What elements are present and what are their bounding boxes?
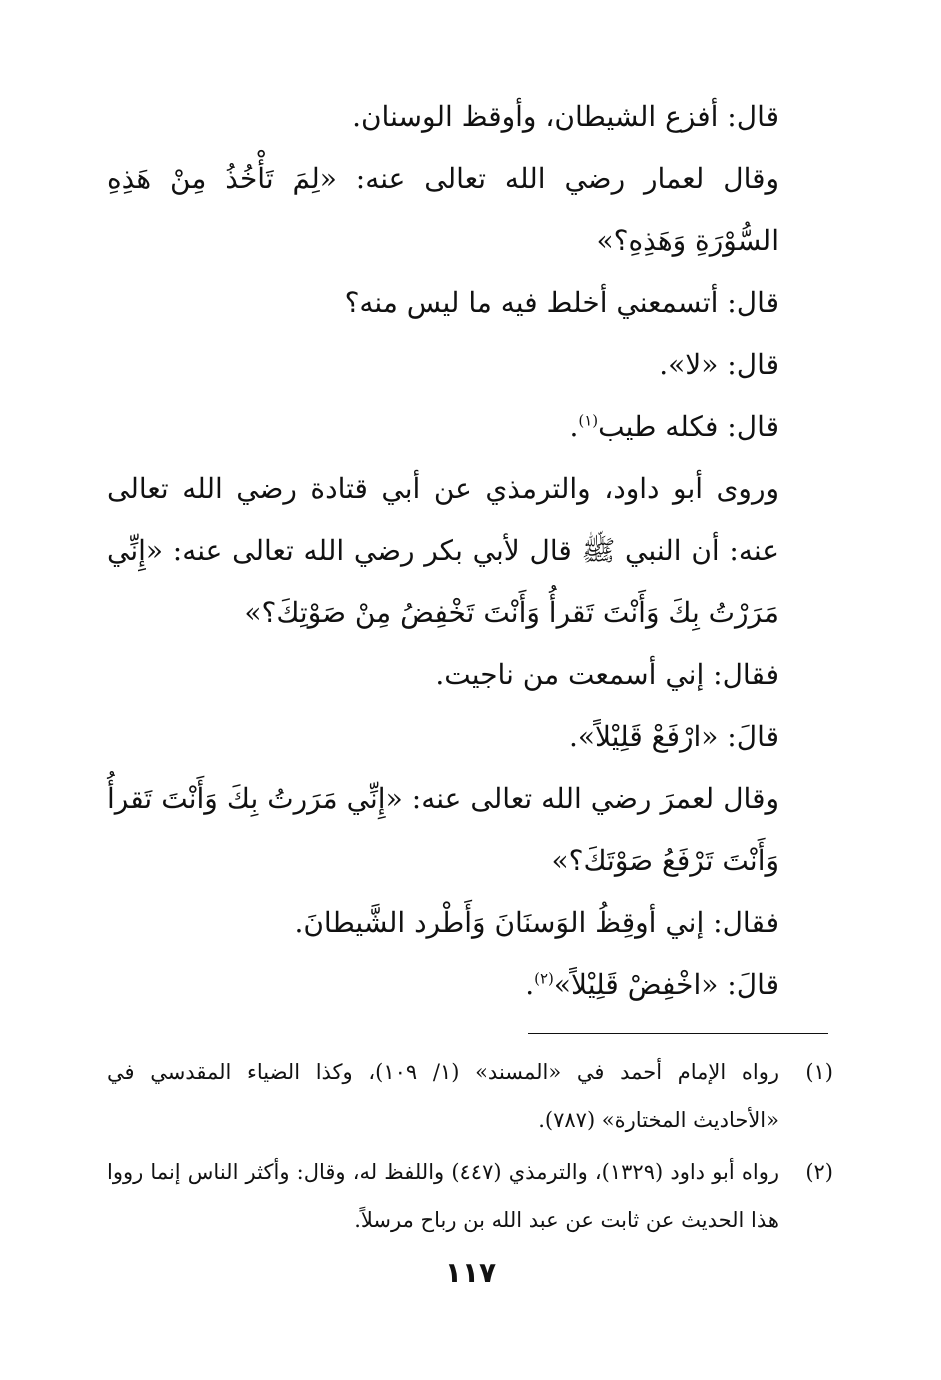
footnote-1-number: (١) — [805, 1060, 833, 1084]
paragraph-4: قال: «لا». — [659, 348, 779, 381]
paragraph-5 — [107, 396, 833, 458]
paragraph-3: قال: أتسمعني أخلط فيه ما ليس منه؟ — [344, 286, 779, 319]
footnote-divider — [528, 1033, 828, 1034]
main-text — [107, 86, 833, 1016]
paragraph-11 — [107, 954, 833, 1016]
paragraph-11-end: . — [525, 968, 535, 1001]
footnote-2-number: (٢) — [805, 1160, 833, 1184]
footnote-ref-1[interactable]: (١) — [578, 411, 599, 430]
paragraph-8: قالَ: «ارْفَعْ قَلِيْلاً». — [568, 720, 779, 753]
paragraph-2: وقال لعمار رضي الله تعالى عنه: «لِمَ تَأْخُذُ مِنْ هَذِهِ السُّوْرَةِ وَهَذِهِ؟» — [107, 162, 779, 257]
footnote-2 — [107, 1148, 833, 1244]
paragraph-6: وروى أبو داود، والترمذي عن أبي قتادة رضي الله تعالى عنه: أن النبي ﷺ قال لأبي بكر رضي الله تعالى عنه: «إِنِّي مَرَرْتُ بِكَ وَأَنْتَ تَقرأُ وَأَنْتَ تَخْفِضُ مِنْ صَوْتِكَ؟» — [107, 472, 779, 629]
paragraph-7: فقال: إني أسمعت من ناجيت. — [435, 658, 779, 691]
paragraph-5-end: . — [569, 410, 579, 443]
footnotes — [107, 1048, 833, 1248]
footnote-1 — [107, 1048, 833, 1144]
footnote-2-text: رواه أبو داود (١٣٢٩)، والترمذي (٤٤٧) واللفظ له، وقال: وأكثر الناس إنما رووا هذا الحديث عن ثابت عن عبد الله بن رباح مرسلاً. — [107, 1160, 780, 1232]
paragraph-5-text: قال: فكله طيب — [598, 410, 779, 443]
paragraph-1: قال: أفزع الشيطان، وأوقظ الوسنان. — [352, 100, 779, 133]
paragraph-9: وقال لعمرَ رضي الله تعالى عنه: «إِنِّي مَرَرتُ بِكَ وَأَنْتَ تَقرأُ وَأَنْتَ تَرْفَعُ صَوْتَكَ؟» — [107, 782, 779, 877]
page-number: ١١٧ — [444, 1256, 497, 1289]
paragraph-11-text: قالَ: «اخْفِضْ قَلِيْلاً» — [553, 968, 779, 1001]
paragraph-10: فقال: إني أوقِظُ الوَسنَانَ وَأَطْرد الشَّيطانَ. — [294, 906, 779, 939]
footnote-1-text: رواه الإمام أحمد في «المسند» (١/ ١٠٩)، وكذا الضياء المقدسي في «الأحاديث المختارة» (٧٨٧). — [107, 1060, 779, 1132]
footnote-ref-2[interactable]: (٢) — [534, 969, 554, 988]
